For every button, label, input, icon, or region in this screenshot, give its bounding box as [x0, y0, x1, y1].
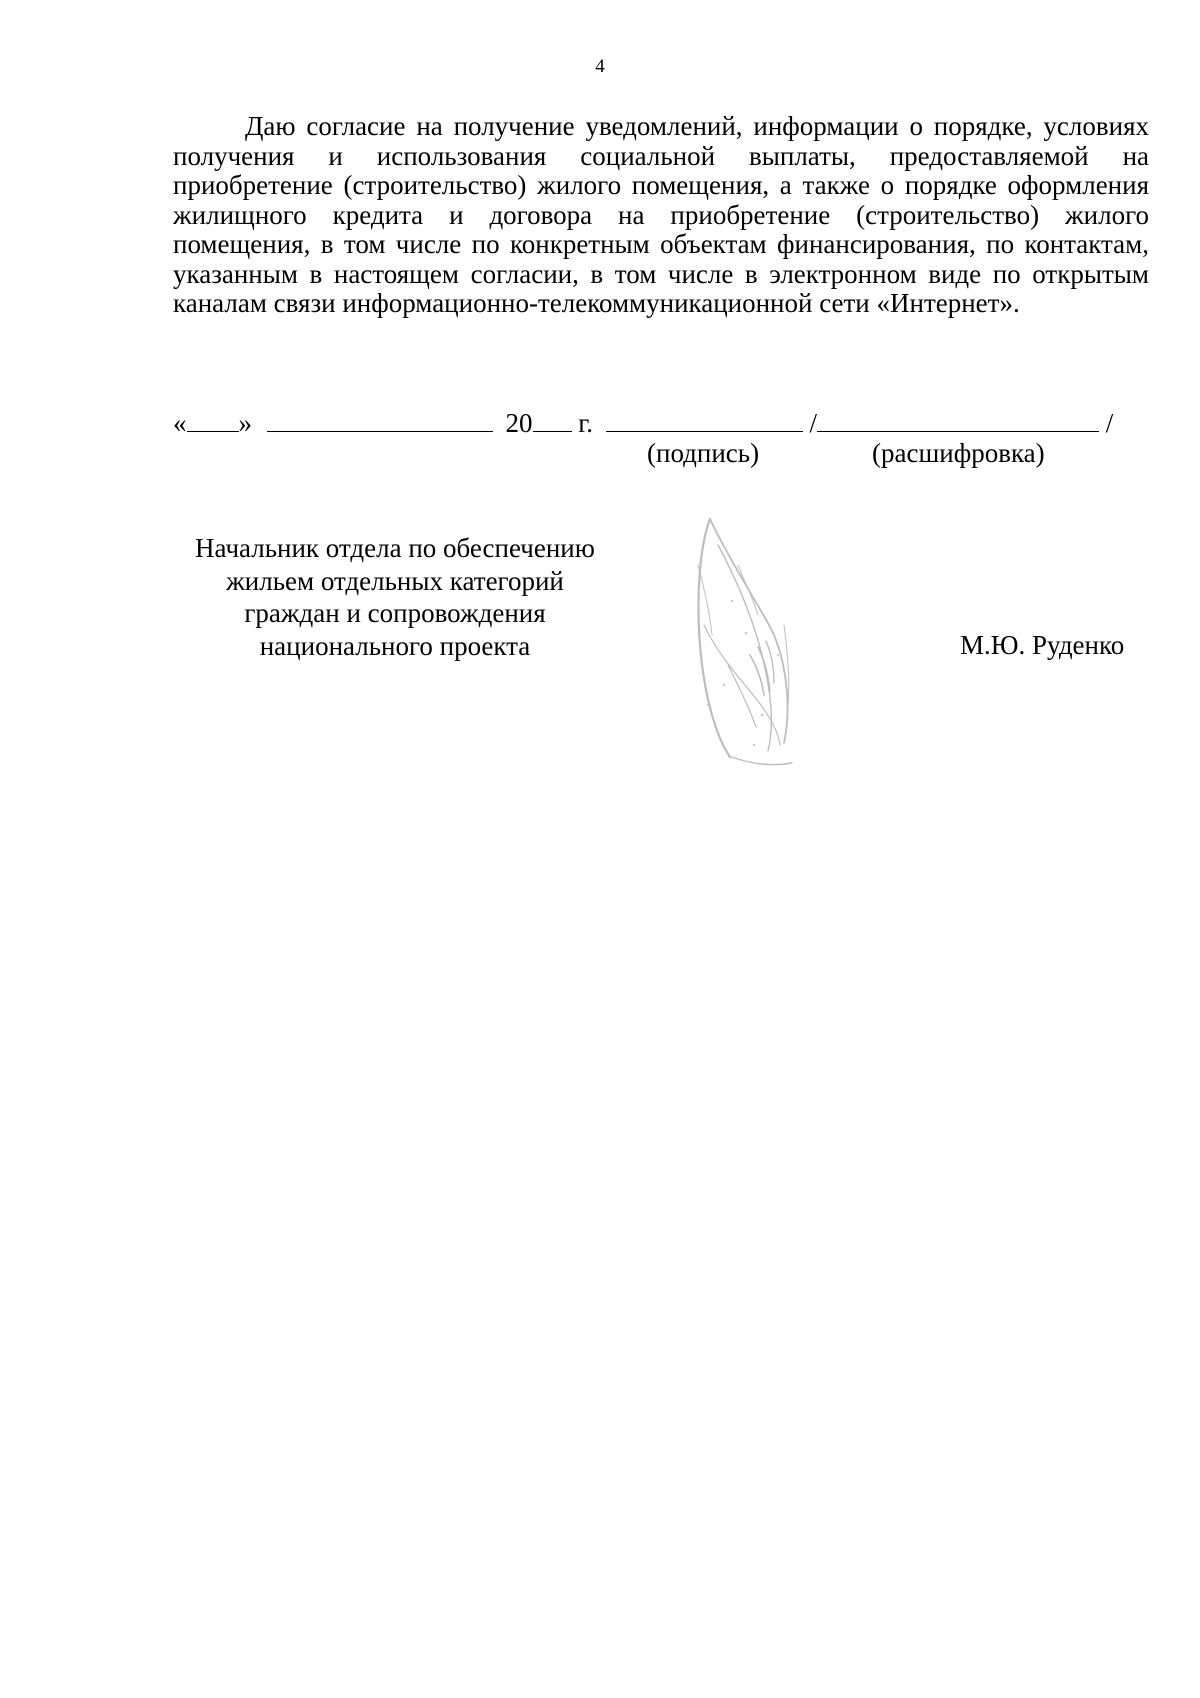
signer-name: М.Ю. Руденко: [960, 630, 1125, 660]
page-number: 4: [595, 56, 605, 77]
slash-left: /: [809, 408, 818, 438]
official-title-line: граждан и сопровождения: [244, 598, 546, 628]
year-suffix: г.: [578, 408, 594, 438]
date-signature-line: [173, 407, 1163, 438]
month-blank[interactable]: [267, 407, 493, 432]
open-quote: «: [173, 408, 187, 438]
day-blank[interactable]: [187, 407, 239, 432]
close-quote: »: [238, 408, 252, 438]
official-title: [173, 532, 617, 662]
year-blank[interactable]: [533, 407, 572, 432]
signature-blank[interactable]: [606, 407, 803, 432]
handwritten-signature: [688, 505, 818, 773]
signature-caption: (подпись): [647, 438, 760, 468]
decoding-blank[interactable]: [817, 407, 1099, 432]
slash-right: /: [1105, 408, 1114, 438]
year-prefix: 20: [505, 408, 533, 438]
consent-paragraph: Даю согласие на получение уведомлений, информации о порядке, условиях получения и использования социальной выплаты, предоставляемой на приобретение (строительство) жилого помещения, а также о порядке оформления жилищного кредита и договора на приобретение (строительство) жилого помещения, в том числе по конкретным объектам финансирования, по контактам, указанным в настоящем согласии, в том числе в электронном виде по открытым каналам связи информационно-телекоммуникационной сети «Интернет».: [173, 111, 1149, 318]
official-title-line: национального проекта: [259, 630, 531, 661]
official-title-line: Начальник отдела по обеспечению: [195, 533, 595, 563]
official-title-line: жильем отдельных категорий: [226, 565, 564, 596]
decoding-caption: (расшифровка): [872, 438, 1045, 468]
